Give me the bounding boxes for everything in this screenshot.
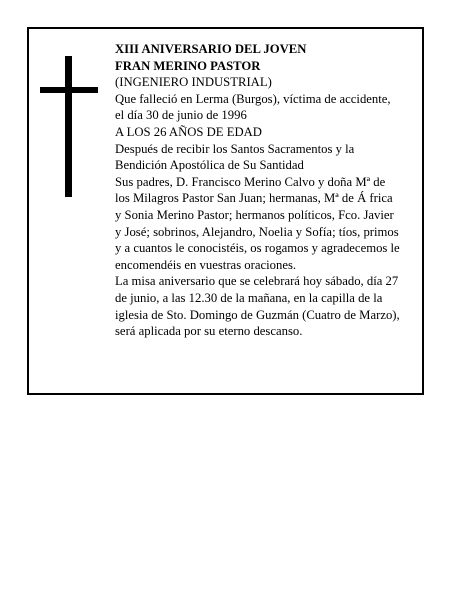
cross-vertical-bar bbox=[65, 56, 72, 197]
notice-title-line-1: XIII ANIVERSARIO DEL JOVEN bbox=[115, 42, 307, 56]
notice-family-line-5: y a cuantos le conocistéis, os rogamos y agradecemos le bbox=[115, 241, 400, 256]
cross-icon bbox=[40, 56, 98, 197]
notice-family-line-6: encomendéis en vuestras oraciones. bbox=[115, 257, 297, 272]
notice-mass-line-2: de junio, a las 12.30 de la mañana, en la capilla de la bbox=[115, 290, 383, 305]
notice-death-line-1: Que falleció en Lerma (Burgos), víctima de accidente, bbox=[115, 91, 391, 106]
notice-family-line-1: Sus padres, D. Francisco Merino Calvo y doña Mª de bbox=[115, 174, 386, 189]
notice-age: A LOS 26 AÑOS DE EDAD bbox=[115, 124, 262, 139]
notice-mass-line-4: será aplicada por su eterno descanso. bbox=[115, 324, 303, 339]
notice-death-line-2: el día 30 de junio de 1996 bbox=[115, 108, 247, 123]
notice-family-line-2: los Milagros Pastor San Juan; hermanas, Mª de Á frica bbox=[115, 191, 393, 206]
notice-mass-line-1: La misa aniversario que se celebrará hoy sábado, día 27 bbox=[115, 274, 399, 289]
notice-profession: (INGENIERO INDUSTRIAL) bbox=[115, 75, 272, 90]
cross-horizontal-bar bbox=[40, 87, 98, 93]
notice-sacraments-line-2: Bendición Apostólica de Su Santidad bbox=[115, 158, 304, 173]
notice-text bbox=[115, 41, 425, 340]
notice-family-line-3: y Sonia Merino Pastor; hermanos políticos, Fco. Javier bbox=[115, 207, 394, 222]
notice-family-line-4: y José; sobrinos, Alejandro, Noelia y Sofía; tíos, primos bbox=[115, 224, 399, 239]
notice-sacraments-line-1: Después de recibir los Santos Sacramentos y la bbox=[115, 141, 355, 156]
notice-title-line-2: FRAN MERINO PASTOR bbox=[115, 58, 261, 73]
obituary-notice bbox=[27, 27, 424, 395]
notice-mass-line-3: iglesia de Sto. Domingo de Guzmán (Cuatro de Marzo), bbox=[115, 307, 400, 322]
